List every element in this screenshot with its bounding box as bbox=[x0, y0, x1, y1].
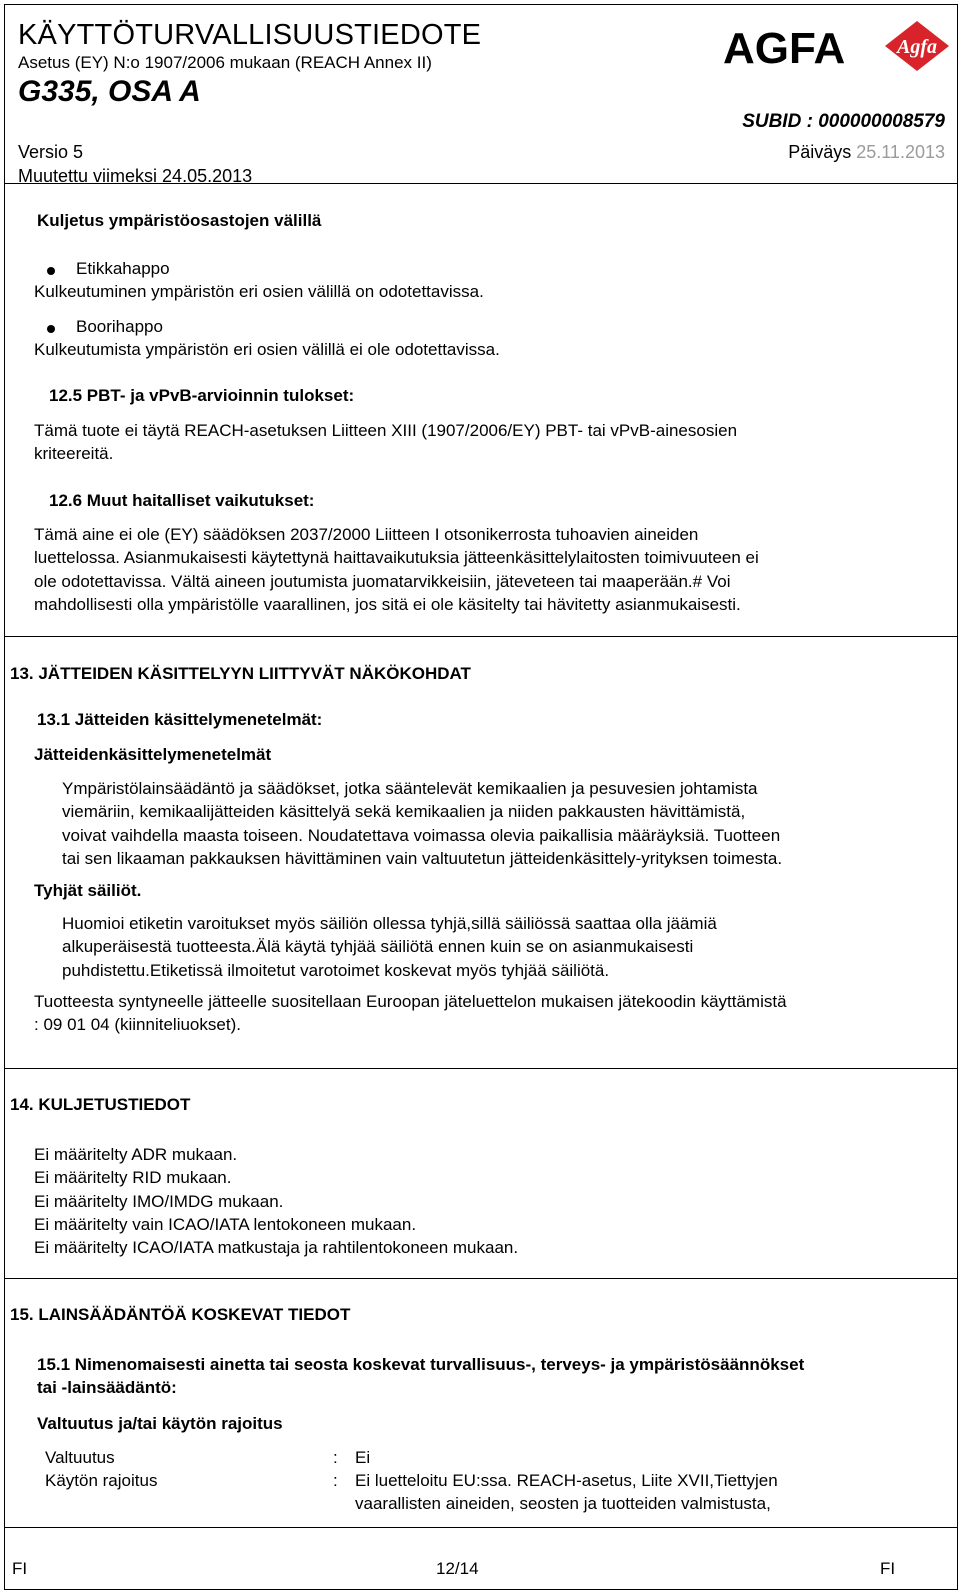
section-15-1-title: 15.1 Nimenomaisesti ainetta tai seosta koskevat turvallisuus-, terveys- ja ympäristösäännökset tai -lainsäädäntö: bbox=[37, 1355, 805, 1398]
section-13-1-title: 13.1 Jätteiden käsittelymenetelmät: bbox=[37, 710, 323, 729]
section-divider bbox=[5, 1278, 957, 1279]
date-value: 25.11.2013 bbox=[856, 142, 945, 162]
row-value: Ei luetteloitu EU:ssa. REACH-asetus, Liite XVII,Tiettyjen vaarallisten aineiden, seosten ja tuotteiden valmistusta, bbox=[355, 1471, 778, 1514]
agfa-logo bbox=[723, 19, 949, 73]
sds-page bbox=[4, 4, 958, 1590]
list-item: Ei määritelty IMO/IMDG mukaan. bbox=[34, 1191, 284, 1211]
other-effects-title: 12.6 Muut haitalliset vaikutukset: bbox=[49, 491, 315, 510]
page-number: 12/14 bbox=[436, 1559, 479, 1578]
list-item: Ei määritelty ICAO/IATA matkustaja ja rahtilentokoneen mukaan. bbox=[34, 1238, 519, 1258]
methods-text: Ympäristölainsäädäntö ja säädökset, jotka sääntelevät kemikaalien ja pesuvesien johtamista viemäriin, kemikaalijätteiden käsittelyä sekä kemikaalien ja niiden pakkausten hävittämistä, voivat vaihdella maasta toiseen. Noudatettava voimassa olevia paikallisia määräyksiä. Tuotteen tai sen likaaman pakkauksen hävittäminen vain valtuutetun jätteidenkäsittely-yrityksen toimesta. bbox=[62, 779, 783, 868]
section-14-title: 14. KULJETUSTIEDOT bbox=[10, 1095, 191, 1114]
bullet-icon bbox=[47, 267, 55, 275]
list-item: Ei määritelty vain ICAO/IATA lentokoneen mukaan. bbox=[34, 1214, 417, 1234]
other-effects-text: Tämä aine ei ole (EY) säädöksen 2037/2000 Liitteen I otsonikerrosta tuhoavien aineiden luettelossa. Asianmukaisesti käytettynä haittavaikutuksia jätteenkäsittelylaitosten toimivuuteen ei ole odotettavissa. Vältä aineen joutumista juomatarvikkeisiin, jäteveteen tai maaperään.# Voi mahdollisesti olla ympäristölle vaarallinen, jos sitä ei ole käsitelty tai hävitetty asianmukaisesti. bbox=[34, 525, 759, 614]
transport-title: Kuljetus ympäristöosastojen välillä bbox=[37, 211, 322, 230]
substance-name: Boorihappo bbox=[76, 317, 163, 336]
pbt-text: Tämä tuote ei täytä REACH-asetuksen Liitteen XIII (1907/2006/EY) PBT- tai vPvB-ainesosien kriteereitä. bbox=[34, 421, 738, 464]
section-divider bbox=[5, 636, 957, 637]
section-15-title: 15. LAINSÄÄDÄNTÖÄ KOSKEVAT TIEDOT bbox=[10, 1305, 351, 1324]
substance-text: Kulkeutumista ympäristön eri osien välillä ei ole odotettavissa. bbox=[34, 340, 500, 359]
footer-language-left: FI bbox=[12, 1559, 28, 1578]
last-modified: Muutettu viimeksi 24.05.2013 bbox=[18, 166, 253, 186]
subid: SUBID : 000000008579 bbox=[742, 111, 945, 132]
waste-code-text: Tuotteesta syntyneelle jätteelle suositellaan Euroopan jäteluettelon mukaisen jätekoodin käyttämistä : 09 01 04 (kiinniteliuokset). bbox=[34, 992, 787, 1035]
empty-containers-text: Huomioi etiketin varoitukset myös säiliön ollessa tyhjä,sillä säiliössä saattaa olla jäämiä alkuperäisestä tuotteesta.Älä käytä tyhjää säiliötä ennen kuin se on asianmukaisesti puhdistettu.Etiketissä ilmoitetut varotoimet koskevat myös tyhjää säiliötä. bbox=[62, 914, 717, 980]
document-type: KÄYTTÖTURVALLISUUSTIEDOTE bbox=[18, 19, 482, 51]
empty-containers-title: Tyhjät säiliöt. bbox=[34, 881, 142, 900]
row-label: Valtuutus bbox=[45, 1448, 115, 1467]
footer-language-right: FI bbox=[880, 1559, 896, 1578]
row-separator: : bbox=[333, 1448, 338, 1467]
pbt-title: 12.5 PBT- ja vPvB-arvioinnin tulokset: bbox=[49, 386, 355, 405]
logo-badge-icon bbox=[885, 21, 949, 71]
date-label: Päiväys bbox=[788, 142, 852, 162]
transport-info-list bbox=[34, 1143, 518, 1259]
section-divider bbox=[5, 1068, 957, 1069]
list-item: Ei määritelty ADR mukaan. bbox=[34, 1145, 238, 1164]
methods-title: Jätteidenkäsittelymenetelmät bbox=[34, 745, 272, 764]
header-divider bbox=[5, 183, 957, 184]
logo-badge-text: Agfa bbox=[897, 36, 937, 58]
row-separator: : bbox=[333, 1471, 338, 1490]
product-name: G335, OSA A bbox=[18, 75, 201, 108]
substance-text: Kulkeutuminen ympäristön eri osien välillä on odotettavissa. bbox=[34, 282, 484, 301]
authorisation-title: Valtuutus ja/tai käytön rajoitus bbox=[37, 1414, 283, 1433]
issue-date bbox=[788, 142, 945, 163]
regulation-line: Asetus (EY) N:o 1907/2006 mukaan (REACH Annex II) bbox=[18, 53, 432, 72]
row-value: Ei bbox=[355, 1448, 371, 1467]
footer-divider bbox=[5, 1527, 957, 1528]
version: Versio 5 bbox=[18, 142, 84, 162]
section-13-title: 13. JÄTTEIDEN KÄSITTELYYN LIITTYVÄT NÄKÖKOHDAT bbox=[10, 664, 471, 683]
substance-name: Etikkahappo bbox=[76, 259, 170, 278]
list-item: Ei määritelty RID mukaan. bbox=[34, 1168, 232, 1188]
logo-wordmark: AGFA bbox=[723, 24, 846, 73]
bullet-icon bbox=[47, 325, 55, 333]
row-label: Käytön rajoitus bbox=[45, 1471, 158, 1490]
